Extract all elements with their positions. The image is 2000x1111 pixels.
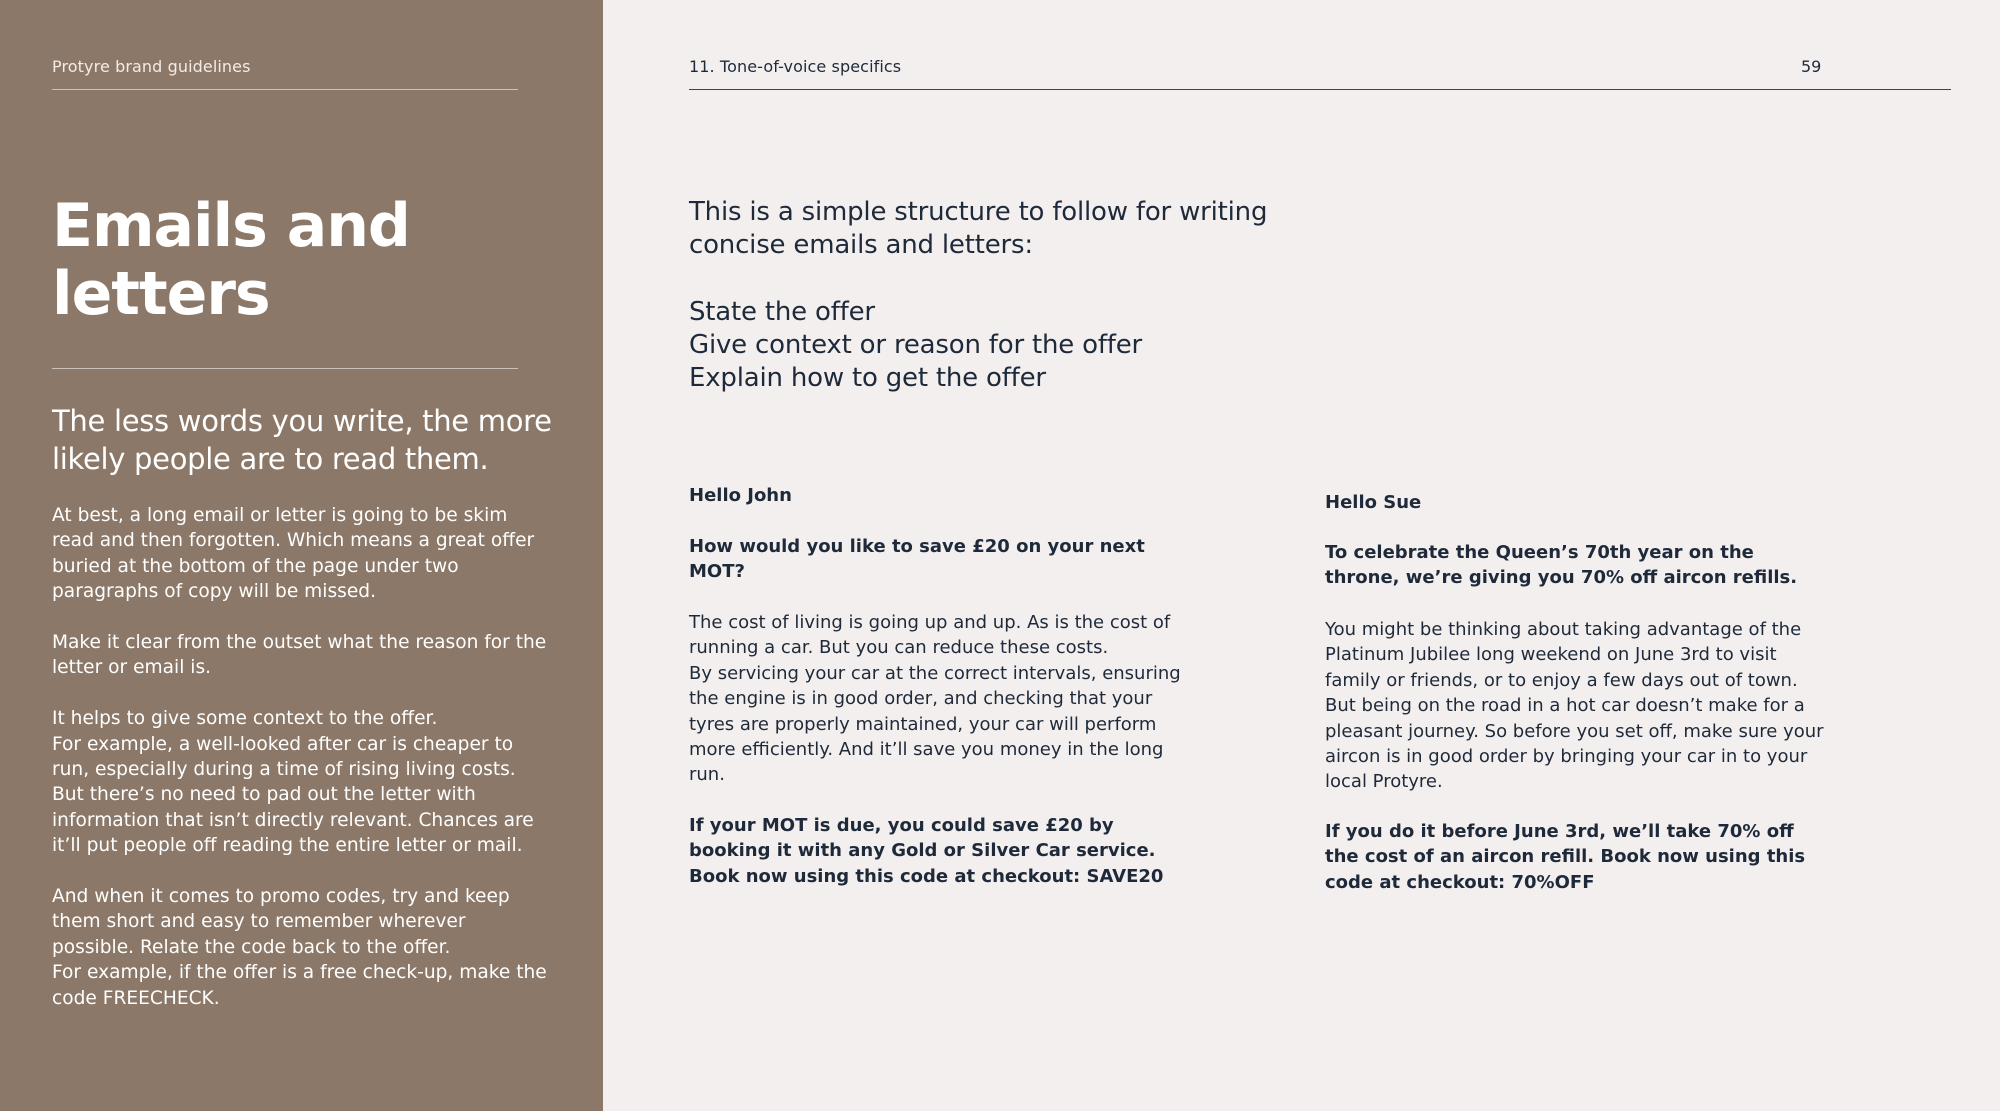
email-body: The cost of living is going up and up. As is the cost of running a car. But you can reduce these costs. By servicing your car at the correct intervals, ensuring the engine is in good order, and checking that your tyres are properly maintained, your car will perform more efficiently. And it’ll save you money in the long run. xyxy=(689,612,1181,786)
header-rule-left xyxy=(52,89,518,90)
header-rule-right xyxy=(689,89,1951,90)
running-head-left: Protyre brand guidelines xyxy=(52,57,251,76)
body-text-left xyxy=(52,503,552,1036)
left-panel xyxy=(0,0,603,1111)
paragraph-context: It helps to give some context to the offer. For example, a well-looked after car is cheaper to run, especially during a time of rising living costs. But there’s no need to pad out the letter with information that isn’t directly relevant. Chances are it’ll put people off reading the entire letter or mail. xyxy=(52,708,534,857)
running-head-right: 11. Tone-of-voice specifics xyxy=(689,57,902,76)
structure-steps xyxy=(689,296,1309,395)
page-title: Emails and letters xyxy=(52,191,410,329)
email-headline: How would you like to save £20 on your next MOT? xyxy=(689,536,1145,583)
paragraph-skim-read: At best, a long email or letter is going to be skim read and then forgotten. Which means a great offer buried at the bottom of the page under two paragraphs of copy will be missed. xyxy=(52,505,535,603)
page-number: 59 xyxy=(1801,57,1822,76)
paragraph-reason: Make it clear from the outset what the reason for the letter or email is. xyxy=(52,632,547,679)
title-rule xyxy=(52,368,518,369)
paragraph-promo-codes: And when it comes to promo codes, try and keep them short and easy to remember wherever possible. Relate the code back to the offer. For example, if the offer is a free check-up, make the code FREECHECK. xyxy=(52,886,547,1009)
email-headline: To celebrate the Queen’s 70th year on the throne, we’re giving you 70% off aircon refills. xyxy=(1325,542,1798,589)
email-call-to-action: If your MOT is due, you could save £20 by booking it with any Gold or Silver Car service. Book now using this code at checkout: SAVE20 xyxy=(689,815,1164,887)
step-explain-how: Explain how to get the offer xyxy=(689,363,1046,393)
structure-intro: This is a simple structure to follow for writing concise emails and letters: xyxy=(689,197,1268,260)
email-call-to-action: If you do it before June 3rd, we’ll take 70% off the cost of an aircon refill. Book now using this code at checkout: 70%OFF xyxy=(1325,821,1806,893)
lead-statement: The less words you write, the more likely people are to read them. xyxy=(52,404,552,476)
step-give-context: Give context or reason for the offer xyxy=(689,330,1143,360)
step-state-offer: State the offer xyxy=(689,297,875,327)
right-panel xyxy=(603,0,2000,1111)
email-greeting: Hello John xyxy=(689,485,792,506)
email-greeting: Hello Sue xyxy=(1325,492,1422,513)
email-body: You might be thinking about taking advantage of the Platinum Jubilee long weekend on June 3rd to visit family or friends, or to enjoy a few days out of town. But being on the road in a hot car doesn’t make for a pleasant journey. So before you set off, make sure your aircon is in good order by bringing your car in to your local Protyre. xyxy=(1325,619,1824,793)
